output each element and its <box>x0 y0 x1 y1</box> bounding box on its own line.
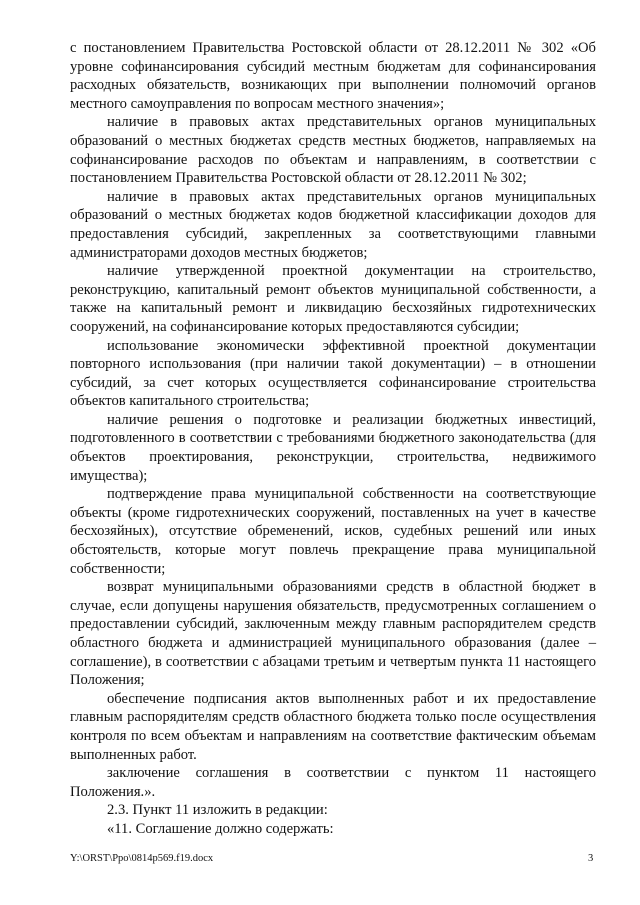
paragraph-7: подтверждение права муниципальной собственности на соответствующие объекты (кроме гидротехнических сооружений, поставленных на учет в качестве бесхозяйных), отсутствие обременений, исков, судебных решений или иных обстоятельств, которые могут повлечь прекращение права муниципальной собственности; <box>70 486 596 577</box>
paragraph-6: наличие решения о подготовке и реализации бюджетных инвестиций, подготовленного в соответствии с требованиями бюджетного законодательства (для объектов проектирования, реконструкции, строительства, недвижимого имущества); <box>70 411 596 484</box>
document-body <box>70 39 596 839</box>
paragraph-10: заключение соглашения в соответствии с пунктом 11 настоящего Положения.». <box>70 765 596 800</box>
paragraph-8: возврат муниципальными образованиями средств в областной бюджет в случае, если допущены нарушения обязательств, предусмотренных соглашением о предоставлении субсидий, заключенным между главным распорядителем средств областного бюджета и администрацией муниципального образования (далее – соглашение), в соответствии с абзацами третьим и четвертым пункта 11 настоящего Положения; <box>70 579 596 689</box>
paragraph-3: наличие в правовых актах представительных органов муниципальных образований о местных бюджетах кодов бюджетной классификации доходов для предоставления субсидий, закрепленных за соответствующими главными администраторами доходов местных бюджетов; <box>70 188 596 261</box>
paragraph-5: использование экономически эффективной проектной документации повторного использования (при наличии такой документации) – в отношении субсидий, за счет которых осуществляется софинансирование строительства объектов капитального строительства; <box>70 337 596 410</box>
paragraph-12: «11. Соглашение должно содержать: <box>107 820 334 837</box>
paragraph-4: наличие утвержденной проектной документации на строительство, реконструкцию, капитальный ремонт объектов муниципальной собственности, а также на капитальный ремонт и ликвидацию бесхозяйных гидротехнических сооружений, на софинансирование которых предоставляются субсидии; <box>70 263 596 335</box>
paragraph-1: с постановлением Правительства Ростовской области от 28.12.2011 № 302 «Об уровне софинансирования субсидий местным бюджетам для софинансирования расходных обязательств, возникающих при выполнении полномочий органов местного самоуправления по вопросам местного значения»; <box>70 40 596 112</box>
paragraph-11: 2.3. Пункт 11 изложить в редакции: <box>107 802 328 819</box>
paragraph-2: наличие в правовых актах представительных органов муниципальных образований о местных бюджетах средств местных бюджетов, направляемых на софинансирование расходов по объектам и направлениям, в соответствии с постановлением Правительства Ростовской области от 28.12.2011 № 302; <box>70 114 596 187</box>
footer-file-path: Y:\ORST\Ppo\0814p569.f19.docx <box>70 853 214 864</box>
footer-page-number: 3 <box>588 853 594 864</box>
paragraph-9: обеспечение подписания актов выполненных работ и их предоставление главным распорядителям средств областного бюджета только после осуществления контроля по всем объектам и направлениям на соответствие фактическим объемам выполненных работ. <box>70 690 596 763</box>
